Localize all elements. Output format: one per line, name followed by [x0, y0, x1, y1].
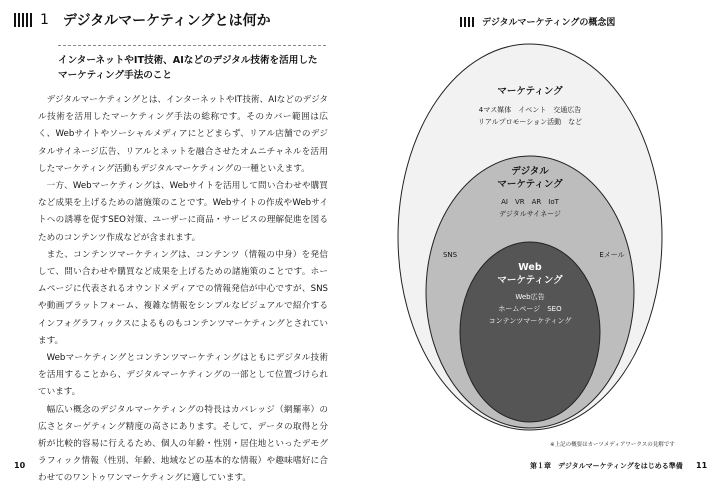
inner-line3: コンテンツマーケティング [488, 317, 572, 325]
paragraph: 一方、Webマーケティングは、Webサイトを活用して問い合わせや購買など成果を上げるための諸施策のことです。Webサイトの作成やWebサイトへの誘導を促すSEO対策、ユーザーに商品・サービスの理解促進を図るためのコンテンツ作成などが含まれます。 [38, 181, 328, 243]
sns-label: SNS [442, 251, 458, 259]
inner-title-1: Web [518, 262, 542, 273]
inner-line1: Web広告 [515, 293, 545, 301]
outer-line1: 4マス媒体 イベント 交通広告 [478, 106, 582, 114]
paragraph: Webマーケティングとコンテンツマーケティングはともにデジタル技術を活用することから、デジタルマーケティングの一部として位置づけられています。 [38, 353, 328, 398]
middle-title-1: デジタル [511, 166, 549, 177]
figure-bars-icon [460, 17, 474, 27]
figure-title: デジタルマーケティングの概念図 [482, 18, 616, 28]
chapter-bars-icon [14, 13, 32, 27]
figure-heading [460, 15, 615, 28]
middle-line2: デジタルサイネージ [499, 210, 561, 218]
outer-title: マーケティング [497, 86, 563, 97]
chapter-title: デジタルマーケティングとは何か [62, 13, 271, 29]
inner-line2: ホームページ SEO [498, 305, 562, 313]
paragraph: また、コンテンツマーケティングは、コンテンツ（情報の中身）を発信して、問い合わせや購買など成果を上げるための諸施策のことです。ホームページに代表されるオウンドメディアでの情報発信が中心ですが、SNSや動画プラットフォーム、複雑な情報をシンプルなビジュアルで紹介するインフォグラフィックスによるものもコンテンツマーケティングとされています。 [38, 249, 328, 346]
page-number-right: 11 [696, 461, 708, 470]
outer-line2: リアルプロモーション活動 など [477, 118, 583, 126]
right-page [360, 0, 720, 480]
running-footer: 第１章 デジタルマーケティングをはじめる準備 [530, 462, 683, 470]
middle-title-2: マーケティング [497, 179, 563, 190]
footnote: ※上記の概要はカーツメディアワークスの見解です [550, 442, 675, 448]
left-page [0, 0, 360, 484]
body-text [38, 92, 328, 488]
page-number-left: 10 [14, 461, 26, 470]
paragraph: デジタルマーケティングとは、インターネットやIT技術、AIなどのデジタル技術を活用したマーケティング手法の総称です。そのカバー範囲は広く、Webサイトやソーシャルメディアにとどまらず、リアル店舗でのデジタルサイネージ広告、リアルとネットを融合させたオムニチャネルを活用したマーケティング活動もデジタルマーケティングの一種といえます。 [38, 95, 328, 174]
middle-line1: AI VR AR IoT [501, 198, 559, 206]
inner-title-2: マーケティング [497, 275, 563, 286]
subheading: インターネットやIT技術、AIなどのデジタル技術を活用したマーケティング手法のこと [58, 45, 326, 83]
chapter-number: 1 [40, 12, 49, 28]
paragraph: 幅広い概念のデジタルマーケティングの特長はカバレッジ（網羅率）の広さとターゲティング精度の高さにあります。そして、データの取得と分析が比較的容易に行えるため、個人の年齢・性別・居住地といったデモグラフィック情報（性別、年齢、地域などの基本的な情報）や趣味嗜好に合わせてのワントゥワンマーケティングに適しています。 [38, 404, 328, 484]
email-label: Eメール [599, 251, 625, 259]
chapter-heading [14, 10, 271, 30]
concept-diagram [380, 42, 680, 432]
